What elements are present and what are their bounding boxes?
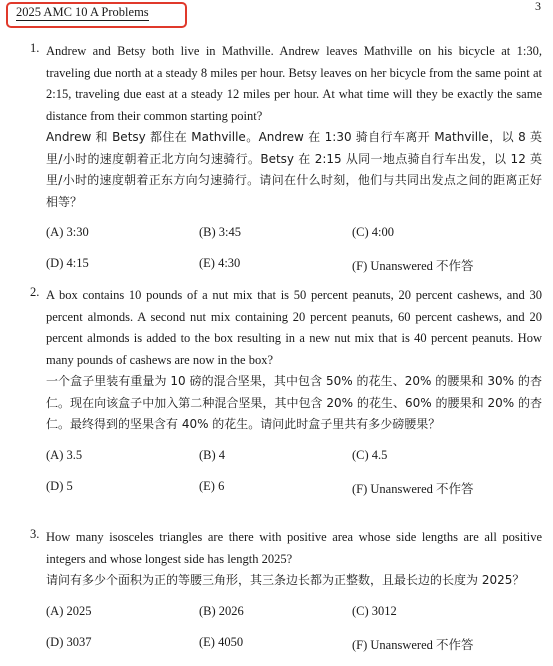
choice-f-unanswered[interactable]: (F) Unanswered 不作答: [352, 259, 474, 273]
problem-text-en: A box contains 10 pounds of a nut mix that is 50 percent peanuts, 20 percent cashews, and 30 percent almonds. A second nut mix containing 20 percent peanuts, 60 percent cashews, and 20 percent almonds is added to the box resulting in a new nut mix that is 40 percent peanuts. How many pounds of cashews are now in the box?: [46, 288, 542, 367]
choice-a[interactable]: (A) 2025: [46, 603, 92, 618]
answer-choices: [46, 225, 542, 287]
problem-text-en: Andrew and Betsy both live in Mathville. Andrew leaves Mathville on his bicycle at 1:30, traveling due north at a steady 8 miles per hour. Betsy leaves on her bicycle from the same point at 2:15, traveling due east at a steady 12 miles per hour. At what time will they be exactly the same distance from their common starting point?: [46, 44, 542, 123]
choice-b[interactable]: (B) 2026: [199, 603, 244, 618]
problem-number: 1.: [30, 41, 40, 55]
problem-text-en: How many isosceles triangles are there with positive area whose side lengths are all positive integers and whose longest side has length 2025?: [46, 530, 542, 566]
choice-d[interactable]: (D) 3037: [46, 634, 92, 649]
choice-e[interactable]: (E) 6: [199, 478, 225, 493]
choice-d[interactable]: (D) 5: [46, 478, 73, 493]
choice-c[interactable]: (C) 4:00: [352, 225, 395, 239]
choice-a[interactable]: (A) 3.5: [46, 447, 83, 462]
page-number: 3: [535, 0, 541, 13]
problem-text-zh: 一个盒子里装有重量为 10 磅的混合坚果，其中包含 50% 的花生、20% 的腰果和 30% 的杏仁。现在向该盒子中加入第二种混合坚果，其中包含 20% 的花生、60% 的腰果和 20% 的杏仁。最终得到的坚果含有 40% 的花生。请问此时盒子里共有多少磅腰果？: [46, 374, 542, 431]
problem-2: [30, 285, 542, 510]
choice-c[interactable]: (C) 3012: [352, 603, 397, 618]
problem-number: 3.: [30, 527, 40, 541]
problem-text-zh: 请问有多少个面积为正的等腰三角形，其三条边长都为正整数，且最长边的长度为 2025？: [46, 573, 525, 587]
problem-3: [30, 527, 542, 666]
problem-text-zh: Andrew 和 Betsy 都住在 Mathville。Andrew 在 1:30 骑自行车离开 Mathville，以 8 英里/小时的速度朝着正北方向匀速骑行。Betsy 在 2:15 从同一地点骑自行车出发，以 12 英里/小时的速度朝着正东方向匀速骑行。请问在什么时刻，他们与共同出发点之间的距离正好相等？: [46, 130, 542, 209]
choice-c[interactable]: (C) 4.5: [352, 447, 388, 462]
choice-f-unanswered[interactable]: (F) Unanswered 不作答: [352, 481, 474, 496]
problem-number: 2.: [30, 285, 40, 299]
problem-1: [30, 41, 542, 287]
choice-b[interactable]: (B) 3:45: [199, 225, 242, 239]
choice-b[interactable]: (B) 4: [199, 447, 226, 462]
choice-a[interactable]: (A) 3:30: [46, 225, 89, 239]
answer-choices: [46, 604, 542, 666]
choice-e[interactable]: (E) 4:30: [199, 256, 241, 270]
choice-f-unanswered[interactable]: (F) Unanswered 不作答: [352, 637, 474, 652]
choice-e[interactable]: (E) 4050: [199, 634, 244, 649]
page-title: 2025 AMC 10 A Problems: [16, 5, 149, 19]
answer-choices: [46, 448, 542, 510]
choice-d[interactable]: (D) 4:15: [46, 256, 89, 270]
